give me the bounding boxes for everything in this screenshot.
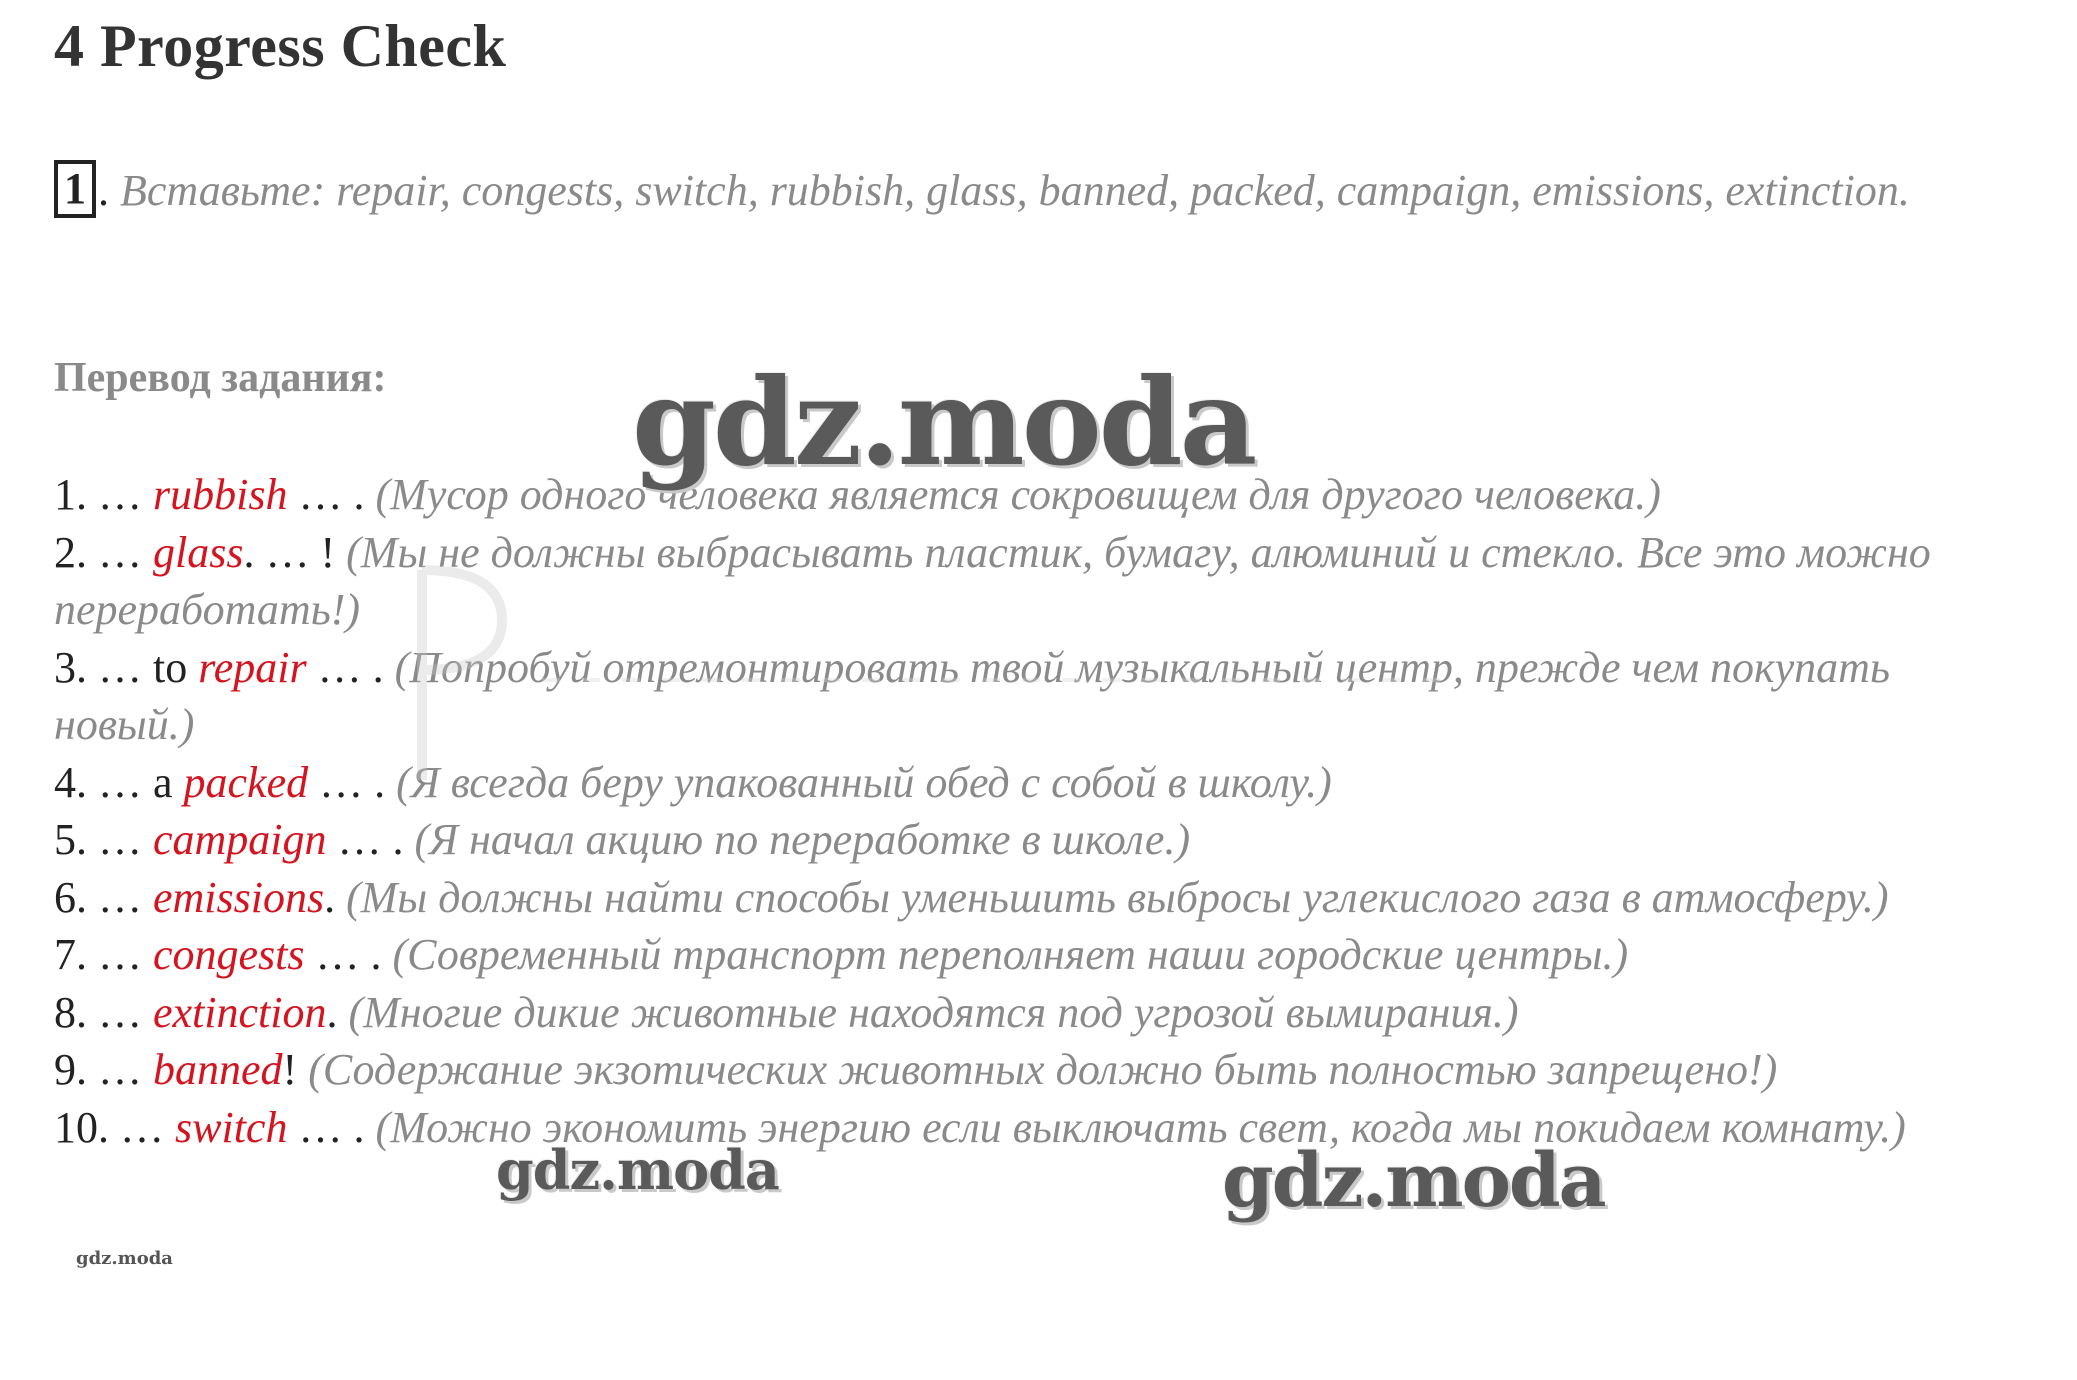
answer-prefix: 1. … [54, 470, 153, 519]
answer-prefix: 5. … [54, 815, 153, 864]
watermark-logo: gdz.moda [632, 352, 1255, 493]
answer-prefix: 4. … a [54, 757, 184, 807]
answer-suffix: … . [287, 470, 376, 519]
answer-prefix: 2. … [54, 527, 153, 577]
task-number-dot: . [98, 166, 109, 215]
answer-item [54, 811, 2014, 869]
answer-translation: (Содержание экзотических животных должно быть полностью запрещено!) [308, 1045, 1778, 1094]
answer-translation: (Современный транспорт переполняет наши городские центры.) [392, 930, 1629, 979]
answer-keyword: banned [153, 1045, 283, 1094]
answer-suffix: … . [308, 757, 397, 807]
watermark-logo: gdz.moda [496, 1138, 779, 1202]
answer-prefix: 6. … [54, 872, 153, 922]
answer-prefix: 8. … [54, 987, 153, 1037]
task-instruction-text: Вставьте: repair, congests, switch, rubbish, glass, banned, packed, campaign, emissions, extinction. [109, 166, 1910, 215]
answer-item [54, 1041, 2014, 1099]
page-title: 4 Progress Check [54, 13, 507, 79]
answer-item [54, 466, 2014, 524]
answer-keyword: repair [198, 642, 307, 692]
answer-translation: (Многие дикие животные находятся под угрозой вымирания.) [348, 987, 1519, 1037]
answer-keyword: campaign [153, 815, 327, 864]
translation-heading: Перевод задания: [54, 355, 387, 401]
answer-suffix: … . [326, 815, 415, 864]
answer-keyword: emissions [153, 872, 325, 922]
answer-keyword: glass [153, 527, 244, 577]
answer-item [54, 754, 2014, 812]
task-instruction [54, 160, 1984, 220]
answer-keyword: extinction [153, 987, 327, 1037]
answer-suffix: … . [304, 930, 393, 979]
answer-keyword: packed [183, 757, 309, 807]
answer-item [54, 1099, 2014, 1157]
answer-keyword: congests [153, 930, 305, 979]
answer-list [54, 466, 2014, 1156]
answer-keyword: switch [175, 1102, 288, 1152]
answer-item [54, 984, 2014, 1042]
watermark-small: gdz.moda [76, 1248, 173, 1269]
answer-translation: (Мы должны найти способы уменьшить выбросы углекислого газа в атмосферу.) [346, 872, 1889, 922]
answer-suffix: . [326, 987, 349, 1037]
answer-translation: (Попробуй отремонтировать твой музыкальный центр, прежде чем покупать новый.) [54, 642, 1890, 749]
answer-translation: (Мы не должны выбрасывать пластик, бумагу, алюминий и стекло. Все это можно переработать!) [54, 527, 1931, 634]
answer-suffix: ! [282, 1045, 309, 1094]
answer-translation: (Можно экономить энергию если выключать свет, когда мы покидаем комнату.) [375, 1102, 1906, 1152]
answer-translation: (Я всегда беру упакованный обед с собой в школу.) [396, 757, 1332, 807]
answer-prefix: 7. … [54, 930, 153, 979]
answer-keyword: rubbish [153, 470, 288, 519]
answer-translation: (Я начал акцию по переработке в школе.) [414, 815, 1191, 864]
answer-suffix: … . [306, 642, 395, 692]
answer-item [54, 926, 2014, 984]
answer-item [54, 524, 2014, 639]
task-number-box: 1 [54, 160, 96, 218]
answer-translation: (Мусор одного человека является сокровищем для другого человека.) [375, 470, 1661, 519]
answer-item [54, 639, 2014, 754]
answer-prefix: 3. … to [54, 642, 199, 692]
answer-prefix: 9. … [54, 1045, 153, 1094]
watermark-logo: gdz.moda [1222, 1138, 1605, 1224]
answer-suffix: . [324, 872, 347, 922]
answer-item [54, 869, 2014, 927]
answer-suffix: . … ! [243, 527, 347, 577]
answer-suffix: … . [287, 1102, 376, 1152]
answer-prefix: 10. … [54, 1102, 175, 1152]
